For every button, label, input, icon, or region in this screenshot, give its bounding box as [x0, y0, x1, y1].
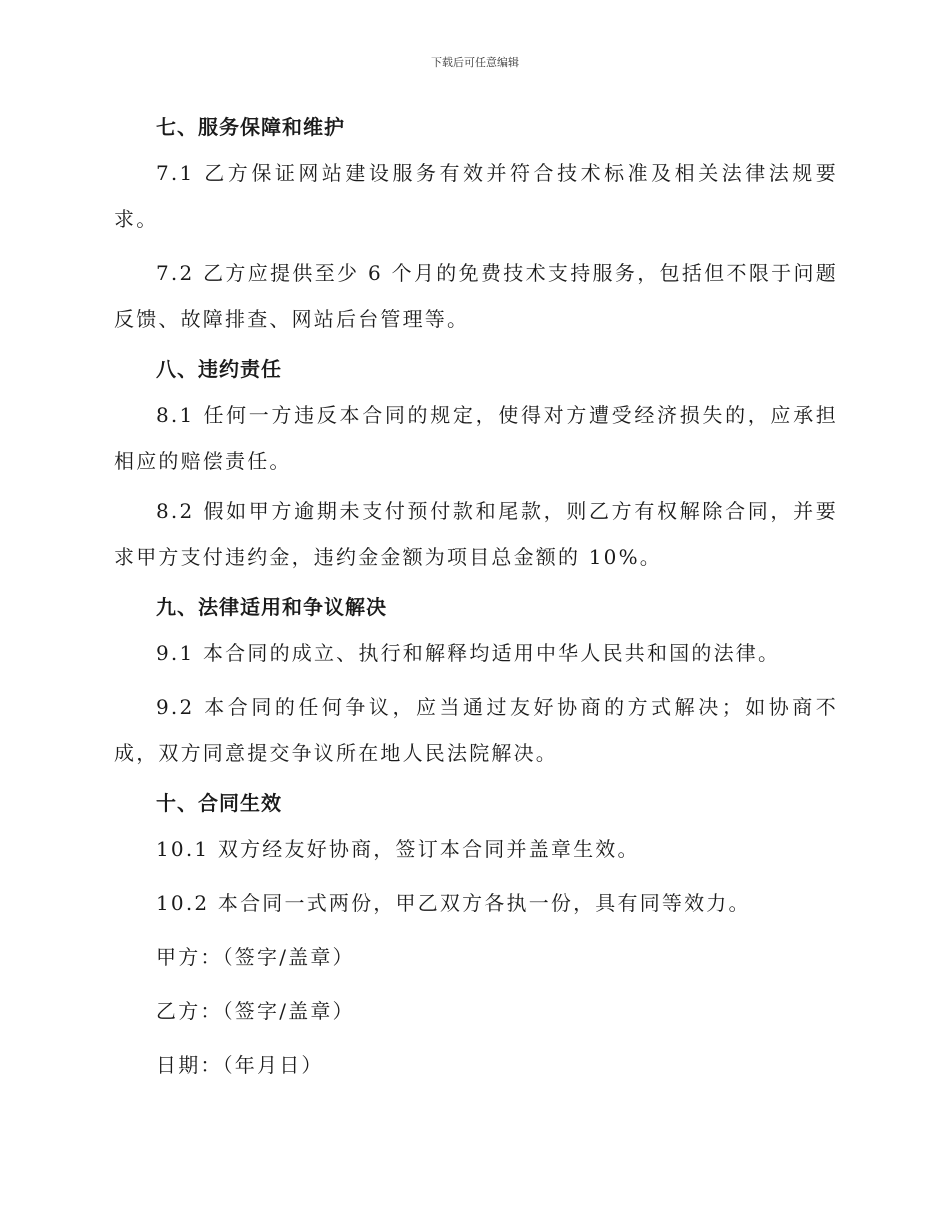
- signature-date: 日期：（年月日）: [156, 1053, 324, 1077]
- section-heading: 十、合同生效: [156, 791, 282, 815]
- section-heading: 七、服务保障和维护: [156, 115, 345, 139]
- section-heading: 八、违约责任: [156, 357, 282, 381]
- clause-10-2: 10.2 本合同一式两份，甲乙双方各执一份，具有同等效力。: [156, 891, 751, 915]
- section-contract-effect: [114, 780, 838, 926]
- section-governing-law: [114, 584, 838, 776]
- signature-block: [114, 934, 838, 1088]
- clause-7-2: 7.2 乙方应提供至少 6 个月的免费技术支持服务，包括但不限于问题反馈、故障排查、网站后台管理等。: [114, 261, 838, 331]
- section-breach-liability: [114, 346, 838, 580]
- party-a-signature: 甲方：（签字/盖章）: [156, 945, 355, 969]
- section-service-guarantee: [114, 104, 838, 342]
- clause-7-1: 7.1 乙方保证网站建设服务有效并符合技术标准及相关法律法规要求。: [114, 161, 838, 231]
- section-heading: 九、法律适用和争议解决: [156, 595, 387, 619]
- page-header: 下载后可任意编辑: [431, 56, 519, 69]
- clause-9-2: 9.2 本合同的任何争议，应当通过友好协商的方式解决；如协商不成，双方同意提交争议所在地人民法院解决。: [114, 695, 838, 765]
- clause-9-1: 9.1 本合同的成立、执行和解释均适用中华人民共和国的法律。: [156, 641, 781, 665]
- clause-8-2: 8.2 假如甲方逾期未支付预付款和尾款，则乙方有权解除合同，并要求甲方支付违约金，违约金金额为项目总金额的 10%。: [114, 499, 838, 569]
- party-b-signature: 乙方：（签字/盖章）: [156, 999, 355, 1023]
- document-body: [114, 104, 838, 1096]
- clause-8-1: 8.1 任何一方违反本合同的规定，使得对方遭受经济损失的，应承担相应的赔偿责任。: [114, 403, 838, 473]
- clause-10-1: 10.1 双方经友好协商，签订本合同并盖章生效。: [156, 837, 640, 861]
